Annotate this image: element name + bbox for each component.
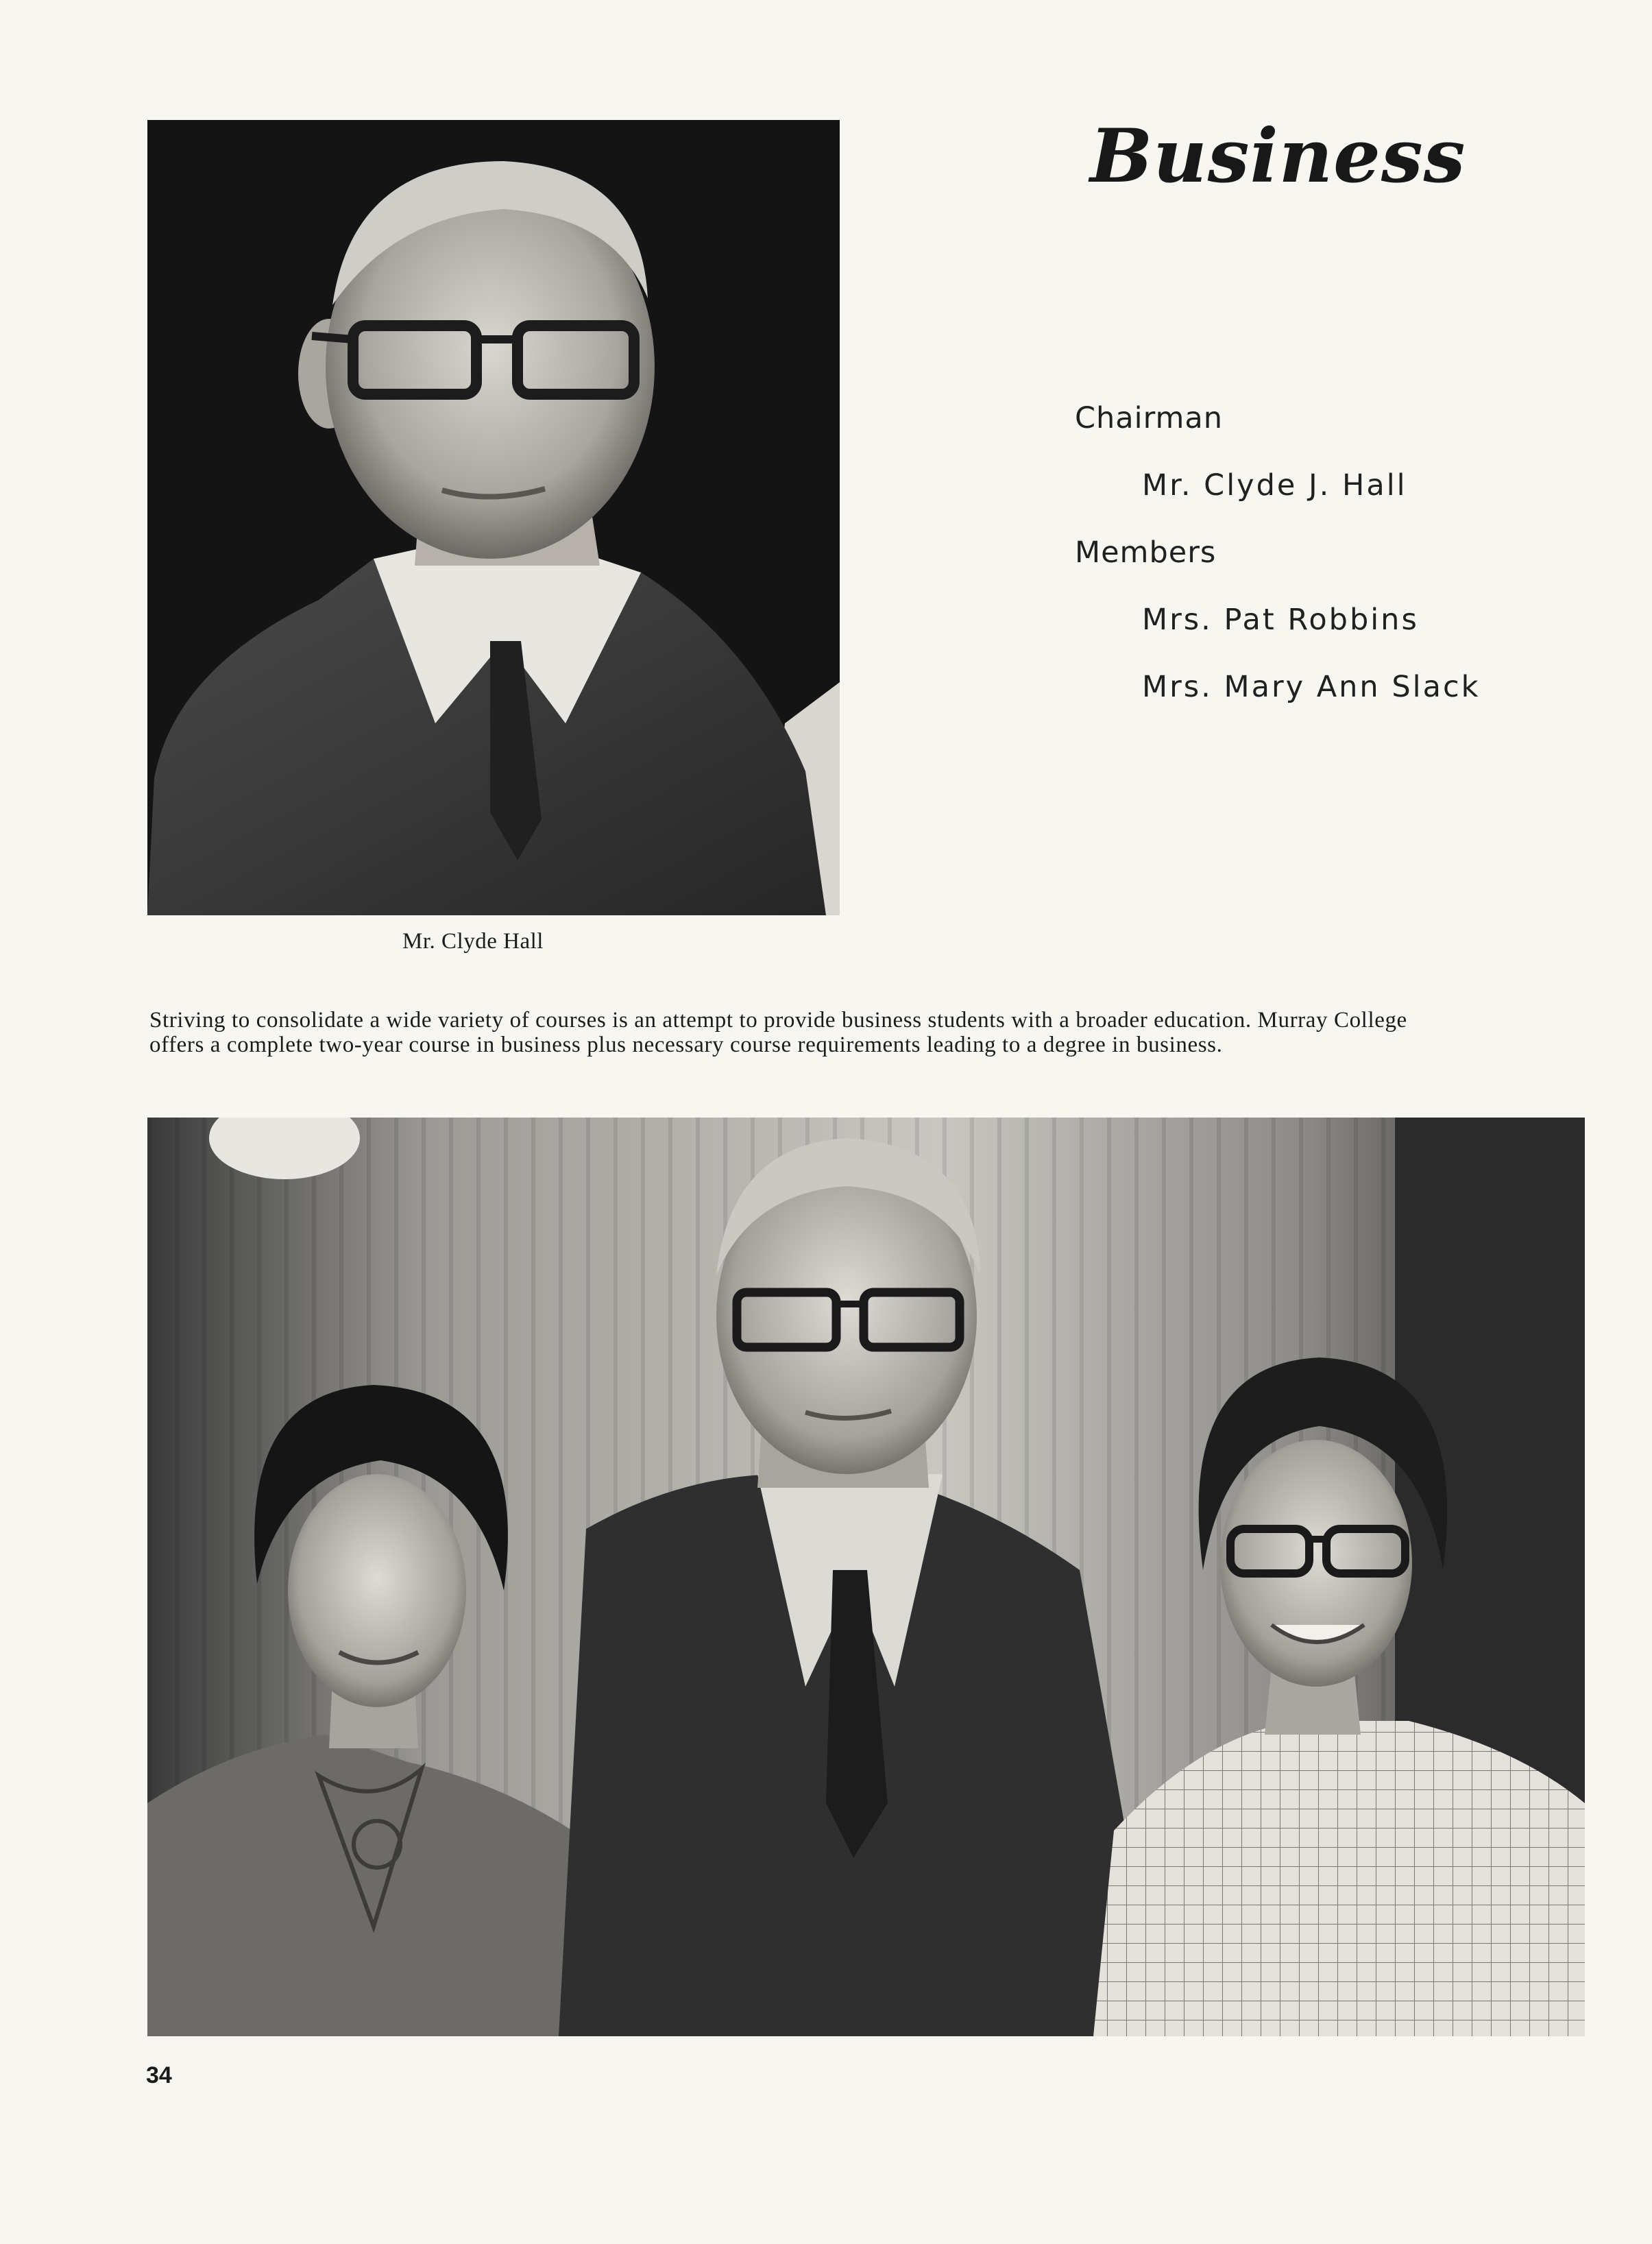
page-title: Business: [1090, 113, 1466, 200]
member-name: Mrs. Pat Robbins: [1142, 603, 1419, 637]
group-photo: [147, 1118, 1585, 2036]
portrait-photo: [147, 120, 840, 915]
member-name: Mrs. Mary Ann Slack: [1142, 670, 1481, 704]
portrait-image: [147, 120, 840, 915]
chairman-label: Chairman: [1075, 401, 1223, 435]
portrait-caption: Mr. Clyde Hall: [402, 929, 544, 954]
group-image: [147, 1118, 1585, 2036]
members-label: Members: [1075, 535, 1217, 570]
page-number: 34: [146, 2062, 172, 2088]
chairman-name: Mr. Clyde J. Hall: [1142, 468, 1407, 503]
committee-list: [1075, 401, 1555, 737]
description-paragraph: Striving to consolidate a wide variety of courses is an attempt to provide business students with a broader education. Murray College offers a complete two-year course in business plus necessary course requirements leading to a degree in business.: [149, 1008, 1407, 1057]
